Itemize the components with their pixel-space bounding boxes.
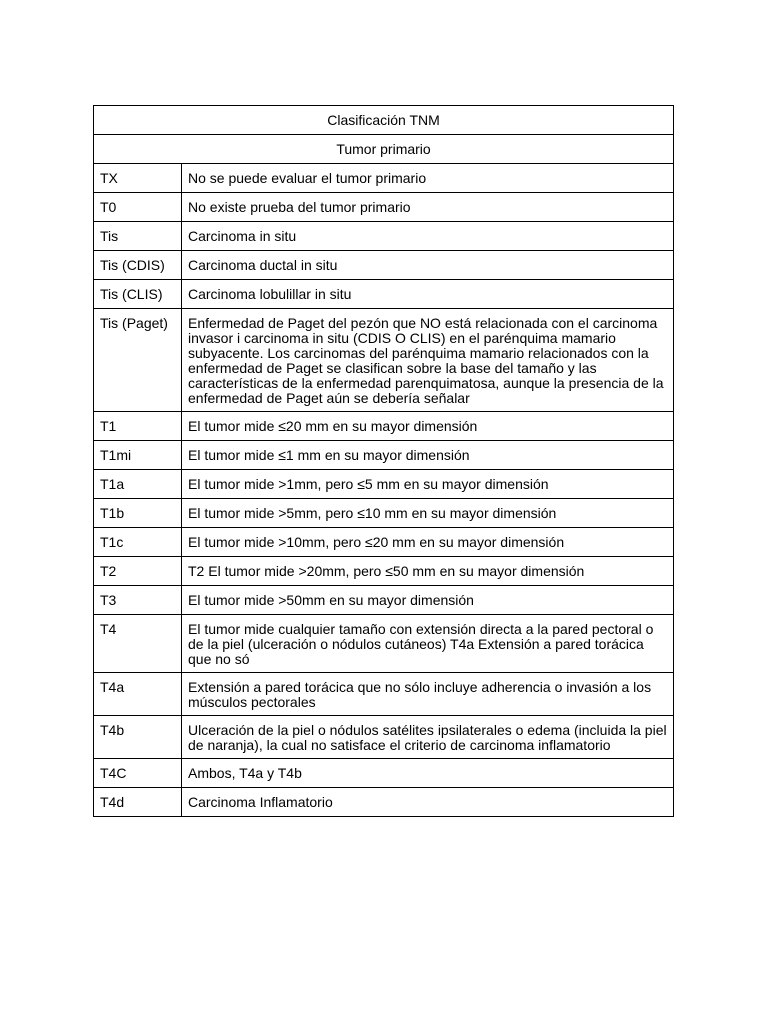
stage-description: No se puede evaluar el tumor primario (182, 164, 674, 193)
table-row (94, 673, 674, 716)
table-row (94, 788, 674, 817)
table-row (94, 164, 674, 193)
stage-code: T2 (94, 557, 182, 586)
stage-code: T4b (94, 716, 182, 759)
table-subtitle-row (94, 135, 674, 164)
stage-code: T3 (94, 586, 182, 615)
stage-description: No existe prueba del tumor primario (182, 193, 674, 222)
table-row (94, 251, 674, 280)
stage-code: T1c (94, 528, 182, 557)
table-row (94, 586, 674, 615)
table-row (94, 759, 674, 788)
table-row (94, 193, 674, 222)
table-row (94, 557, 674, 586)
stage-description: Carcinoma in situ (182, 222, 674, 251)
stage-code: T4a (94, 673, 182, 716)
stage-description: Enfermedad de Paget del pezón que NO está relacionada con el carcinoma invasor i carcinoma in situ (CDIS O CLIS) en el parénquima mamario subyacente. Los carcinomas del parénquima mamario relacionados con la enfermedad de Paget se clasifican sobre la base del tamaño y las características de la enfermedad parenquimatosa, aunque la presencia de la enfermedad de Paget aún se debería señalar (182, 309, 674, 412)
stage-description: El tumor mide cualquier tamaño con extensión directa a la pared pectoral o de la piel (ulceración o nódulos cutáneos) T4a Extensión a pared torácica que no só (182, 615, 674, 673)
table-subtitle: Tumor primario (94, 135, 674, 164)
stage-code: T1mi (94, 441, 182, 470)
stage-description: El tumor mide >1mm, pero ≤5 mm en su mayor dimensión (182, 470, 674, 499)
stage-code: T1a (94, 470, 182, 499)
stage-code: T4 (94, 615, 182, 673)
stage-description: El tumor mide ≤1 mm en su mayor dimensión (182, 441, 674, 470)
stage-code: T0 (94, 193, 182, 222)
stage-code: Tis (CLIS) (94, 280, 182, 309)
table-row (94, 280, 674, 309)
stage-code: Tis (94, 222, 182, 251)
table-row (94, 499, 674, 528)
table-row (94, 470, 674, 499)
table-row (94, 528, 674, 557)
tnm-classification-table (93, 105, 674, 817)
stage-code: TX (94, 164, 182, 193)
stage-code: Tis (Paget) (94, 309, 182, 412)
stage-description: Ulceración de la piel o nódulos satélites ipsilaterales o edema (incluida la piel de naranja), la cual no satisface el criterio de carcinoma inflamatorio (182, 716, 674, 759)
stage-code: T4C (94, 759, 182, 788)
stage-code: T1 (94, 412, 182, 441)
stage-description: T2 El tumor mide >20mm, pero ≤50 mm en su mayor dimensión (182, 557, 674, 586)
table-title: Clasificación TNM (94, 106, 674, 135)
table-row (94, 222, 674, 251)
stage-description: El tumor mide >50mm en su mayor dimensión (182, 586, 674, 615)
stage-code: Tis (CDIS) (94, 251, 182, 280)
table-row (94, 309, 674, 412)
stage-description: Ambos, T4a y T4b (182, 759, 674, 788)
stage-description: Carcinoma ductal in situ (182, 251, 674, 280)
table-row (94, 716, 674, 759)
stage-code: T4d (94, 788, 182, 817)
stage-description: El tumor mide ≤20 mm en su mayor dimensión (182, 412, 674, 441)
table-row (94, 615, 674, 673)
table-row (94, 441, 674, 470)
stage-description: El tumor mide >5mm, pero ≤10 mm en su mayor dimensión (182, 499, 674, 528)
stage-code: T1b (94, 499, 182, 528)
stage-description: Carcinoma lobulillar in situ (182, 280, 674, 309)
table-row (94, 412, 674, 441)
stage-description: Carcinoma Inflamatorio (182, 788, 674, 817)
table-title-row (94, 106, 674, 135)
stage-description: Extensión a pared torácica que no sólo incluye adherencia o invasión a los músculos pectorales (182, 673, 674, 716)
stage-description: El tumor mide >10mm, pero ≤20 mm en su mayor dimensión (182, 528, 674, 557)
